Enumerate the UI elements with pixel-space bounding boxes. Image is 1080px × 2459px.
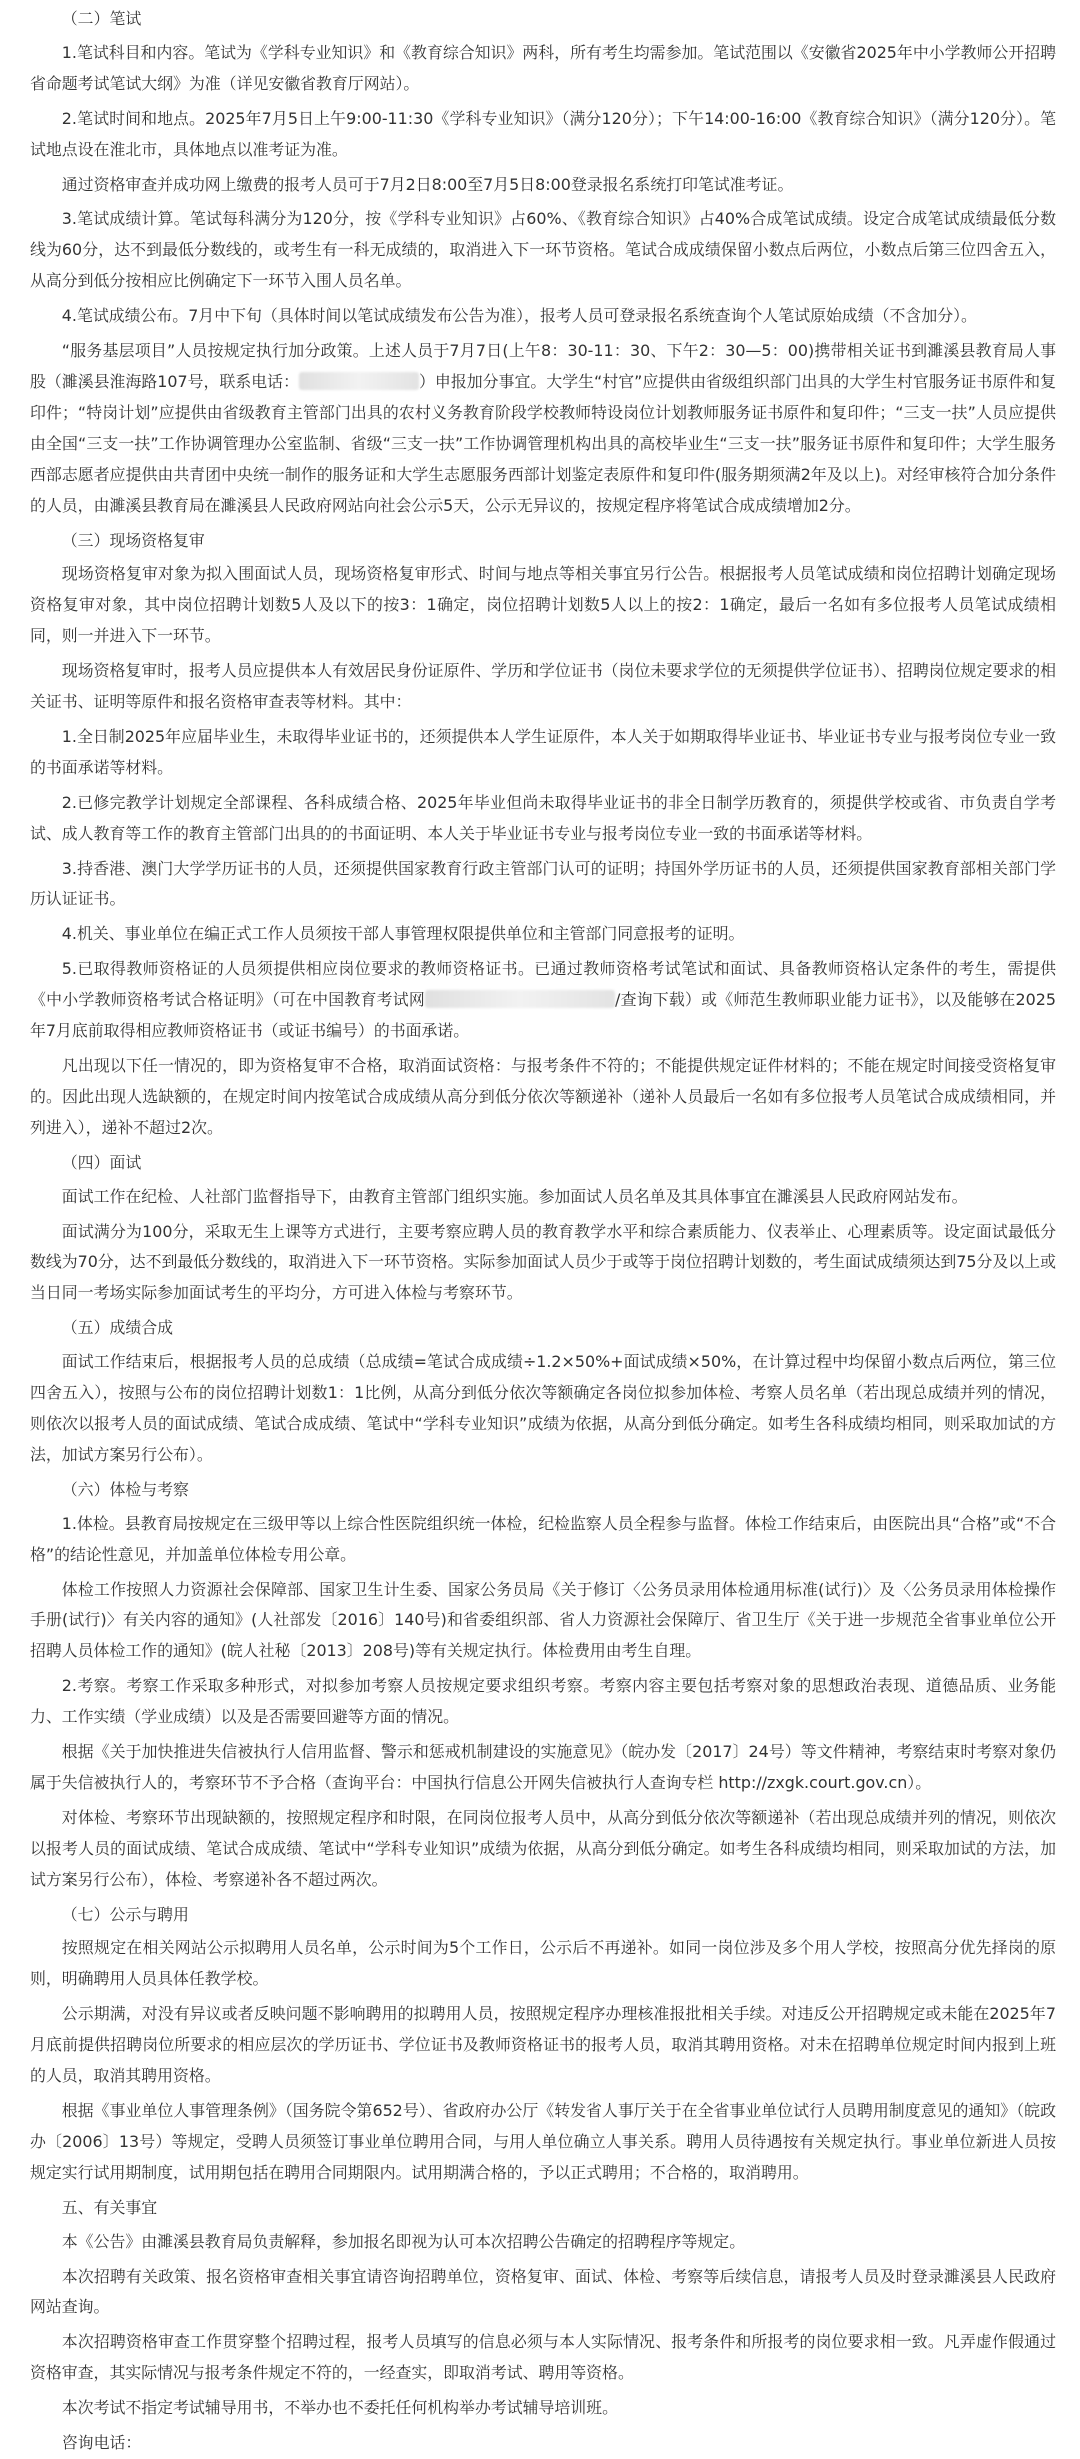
paragraph: 4.机关、事业单位在编正式工作人员须按干部人事管理权限提供单位和主管部门同意报考的证明。 — [61, 924, 745, 944]
paragraph-part: 5.已取得教师资格证的人员须提供相应岗位要求的教师资格证书。已通过教师资格考试笔试和面试、具备教师资格认定条件的考生，需提供《中小学教师资格考试合格证明》（可在中国教育考试网 — [30, 959, 1056, 1010]
paragraph: 面试工作结束后，根据报考人员的总成绩（总成绩=笔试合成成绩÷1.2×50%+面试成绩×50%，在计算过程中均保留小数点后两位，第三位四舍五入），按照与公布的岗位招聘计划数1：1比例，从高分到低分依次等额确定各岗位拟参加体检、考察人员名单（若出现总成绩并列的情况，则依次以报考人员的面试成绩、笔试合成成绩、笔试中“学科专业知识”成绩为依据，从高分到低分确定。如考生各科成绩均相同，则采取加试的方法，加试方案另行公布）。 — [30, 1352, 1056, 1464]
paragraph: 3.笔试成绩计算。笔试每科满分为120分，按《学科专业知识》占60%、《教育综合知识》占40%合成笔试成绩。设定合成笔试成绩最低分数线为60分，达不到最低分数线的，或考生有一科无成绩的，取消进入下一环节资格。笔试合成成绩保留小数点后两位，小数点后第三位四舍五入，从高分到低分按相应比例确定下一环节入围人员名单。 — [30, 209, 1056, 291]
paragraph: 1.全日制2025年应届毕业生，未取得毕业证书的，还须提供本人学生证原件，本人关于如期取得毕业证书、毕业证书专业与报考岗位专业一致的书面承诺等材料。 — [30, 726, 1056, 777]
paragraph: 凡出现以下任一情况的，即为资格复审不合格，取消面试资格：与报考条件不符的；不能提供规定证件材料的；不能在规定时间接受资格复审的。因此出现人选缺额的，在规定时间内按笔试合成成绩从高分到低分依次等额递补（递补人员最后一名如有多位报考人员笔试合成成绩相同，并列进入），递补不超过2次。 — [30, 1056, 1056, 1137]
paragraph: 1.体检。县教育局按规定在三级甲等以上综合性医院组织统一体检，纪检监察人员全程参与监督。体检工作结束后，由医院出具“合格”或“不合格”的结论性意见，并加盖单位体检专用公章。 — [30, 1513, 1056, 1564]
paragraph: 1.笔试科目和内容。笔试为《学科专业知识》和《教育综合知识》两科，所有考生均需参加。笔试范围以《安徽省2025年中小学教师公开招聘省命题考试笔试大纲》为准（详见安徽省教育厅网站）。 — [30, 42, 1056, 93]
paragraph: 根据《关于加快推进失信被执行人信用监督、警示和惩戒机制建设的实施意见》（皖办发〔2017〕24号）等文件精神，考察结束时考察对象仍属于失信被执行人的，考察环节不予合格（查询平台：中国执行信息公开网失信被执行人查询专栏 http://zxgk.court.gov.cn）。 — [30, 1742, 1056, 1792]
paragraph: 2.已修完教学计划规定全部课程、各科成绩合格、2025年毕业但尚未取得毕业证书的非全日制学历教育的，须提供学校或省、市负责自学考试、成人教育等工作的教育主管部门出具的的书面证明、本人关于毕业证书专业与报考岗位专业一致的书面承诺等材料。 — [30, 792, 1056, 843]
paragraph-part: /查询下载）或《师范生教师职业能力证书》，以及能够在2025年7月底前取得相应教师资格证书（或证书编号）的书面承诺。 — [30, 990, 1056, 1041]
section-heading-exam: （六）体检与考察 — [61, 1479, 189, 1499]
section-heading-score: （五）成绩合成 — [61, 1318, 174, 1338]
section-heading-review: （三）现场资格复审 — [61, 530, 205, 550]
paragraph: 体检工作按照人力资源社会保障部、国家卫生计生委、国家公务员局《关于修订〈公务员录用体检通用标准(试行)〉及〈公务员录用体检操作手册(试行)〉有关内容的通知》(人社部发〔2016〕140号)和省委组织部、省人力资源社会保障厅、省卫生厅《关于进一步规范全省事业单位公开招聘人员体检工作的通知》(皖人社秘〔2013〕208号)等有关规定执行。体检费用由考生自理。 — [30, 1579, 1056, 1661]
paragraph: 本次考试不指定考试辅导用书，不举办也不委托任何机构举办考试辅导培训班。 — [61, 2398, 618, 2418]
paragraph: 3.持香港、澳门大学学历证书的人员，还须提供国家教育行政主管部门认可的证明；持国外学历证书的人员，还须提供国家教育部相关部门学历认证证书。 — [30, 858, 1056, 909]
section-heading-matters: 五、有关事宜 — [61, 2197, 158, 2217]
paragraph: 面试工作在纪检、人社部门监督指导下，由教育主管部门组织实施。参加面试人员名单及其具体事宜在濉溪县人民政府网站发布。 — [61, 1186, 968, 1206]
paragraph: 4.笔试成绩公布。7月中下旬（具体时间以笔试成绩发布公告为准），报考人员可登录报名系统查询个人笔试原始成绩（不含加分）。 — [61, 306, 977, 326]
paragraph: 本《公告》由濉溪县教育局负责解释，参加报名即视为认可本次招聘公告确定的招聘程序等规定。 — [61, 2231, 746, 2251]
paragraph: 本次招聘有关政策、报名资格审查相关事宜请咨询招聘单位，资格复审、面试、体检、考察等后续信息，请报考人员及时登录濉溪县人民政府网站查询。 — [30, 2266, 1056, 2317]
paragraph-part: ）申报加分事宜。大学生“村官”应提供由省级组织部门出具的大学生村官服务证书原件和复印件；“特岗计划”应提供由省级教育主管部门出具的农村义务教育阶段学校教师特设岗位计划教师服务证书原件和复印件；“三支一扶”人员应提供由全国“三支一扶”工作协调管理办公室监制、省级“三支一扶”工作协调管理机构出具的高校毕业生“三支一扶”服务证书原件和复印件；大学生服务西部志愿者应提供由共青团中央统一制作的服务证和大学生志愿服务西部计划鉴定表原件和复印件(服务期须满2年及以上)。对经审核符合加分条件的人员，由濉溪县教育局在濉溪县人民政府网站向社会公示5天，公示无异议的，按规定程序将笔试合成成绩增加2分。 — [30, 371, 1056, 515]
paragraph: 对体检、考察环节出现缺额的，按照规定程序和时限，在同岗位报考人员中，从高分到低分依次等额递补（若出现总成绩并列的情况，则依次以报考人员的面试成绩、笔试合成成绩、笔试中“学科专业知识”成绩为依据，从高分到低分确定。如考生各科成绩均相同，则采取加试的方法，加试方案另行公布），体检、考察递补各不超过两次。 — [30, 1807, 1056, 1889]
paragraph: 本次招聘资格审查工作贯穿整个招聘过程，报考人员填写的信息必须与本人实际情况、报考条件和所报考的岗位要求相一致。凡弄虚作假通过资格审查，其实际情况与报考条件规定不符的，一经查实，即取消考试、聘用等资格。 — [30, 2332, 1056, 2383]
redacted-url — [425, 990, 615, 1008]
consult-phone-label: 咨询电话： — [61, 2433, 142, 2453]
section-heading-hire: （七）公示与聘用 — [61, 1904, 189, 1924]
section-heading-written: （二）笔试 — [61, 9, 142, 28]
paragraph: 通过资格审查并成功网上缴费的报考人员可于7月2日8:00至7月5日8:00登录报名系统打印笔试准考证。 — [61, 174, 794, 194]
paragraph: 按照规定在相关网站公示拟聘用人员名单，公示时间为5个工作日，公示后不再递补。如同一岗位涉及多个用人学校，按照高分优先择岗的原则，明确聘用人员具体任教学校。 — [30, 1938, 1056, 1989]
paragraph: 2.笔试时间和地点。2025年7月5日上午9:00-11:30《学科专业知识》（满分120分）；下午14:00-16:00《教育综合知识》（满分120分）。笔试地点设在淮北市，具体地点以准考证为准。 — [30, 108, 1056, 159]
paragraph: 公示期满，对没有异议或者反映问题不影响聘用的拟聘用人员，按照规定程序办理核准报批相关手续。对违反公开招聘规定或未能在2025年7月底前提供招聘岗位所要求的相应层次的学历证书、学位证书及教师资格证书的报考人员，取消其聘用资格。对未在招聘单位规定时间内报到上班的人员，取消其聘用资格。 — [30, 2004, 1056, 2086]
paragraph: 2.考察。考察工作采取多种形式，对拟参加考察人员按规定要求组织考察。考察内容主要包括考察对象的思想政治表现、道德品质、业务能力、工作实绩（学业成绩）以及是否需要回避等方面的情况。 — [30, 1676, 1056, 1727]
paragraph: 现场资格复审时，报考人员应提供本人有效居民身份证原件、学历和学位证书（岗位未要求学位的无须提供学位证书）、招聘岗位规定要求的相关证书、证明等原件和报名资格审查表等材料。其中： — [30, 661, 1056, 712]
paragraph-teacher-cert — [30, 954, 1056, 1047]
paragraph-service-bonus — [30, 336, 1056, 521]
paragraph: 根据《事业单位人事管理条例》（国务院令第652号）、省政府办公厅《转发省人事厅关于在全省事业单位试行人员聘用制度意见的通知》（皖政办〔2006〕13号）等规定，受聘人员须签订事业单位聘用合同，与用人单位确立人事关系。聘用人员待遇按有关规定执行。事业单位新进人员按规定实行试用期制度，试用期包括在聘用合同期限内。试用期满合格的，予以正式聘用；不合格的，取消聘用。 — [30, 2101, 1056, 2182]
paragraph: 面试满分为100分，采取无生上课等方式进行，主要考察应聘人员的教育教学水平和综合素质能力、仪表举止、心理素质等。设定面试最低分数线为70分，达不到最低分数线的，取消进入下一环节资格。实际参加面试人员少于或等于岗位招聘计划数的，考生面试成绩须达到75分及以上或当日同一考场实际参加面试考生的平均分，方可进入体检与考察环节。 — [30, 1221, 1056, 1303]
paragraph-part: “服务基层项目”人员按规定执行加分政策。上述人员于7月7日(上午8：30-11：30、下午2：30—5：00)携带相关证书到濉溪县教育局人事股（濉溪县淮海路107号，联系电话： — [30, 341, 1056, 391]
section-heading-interview: （四）面试 — [61, 1152, 142, 1172]
paragraph: 现场资格复审对象为拟入围面试人员，现场资格复审形式、时间与地点等相关事宜另行公告。根据报考人员笔试成绩和岗位招聘计划确定现场资格复审对象，其中岗位招聘计划数5人及以下的按3：1确定，岗位招聘计划数5人以上的按2：1确定，最后一名如有多位报考人员笔试成绩相同，则一并进入下一环节。 — [30, 564, 1056, 646]
redacted-phone — [299, 372, 419, 390]
